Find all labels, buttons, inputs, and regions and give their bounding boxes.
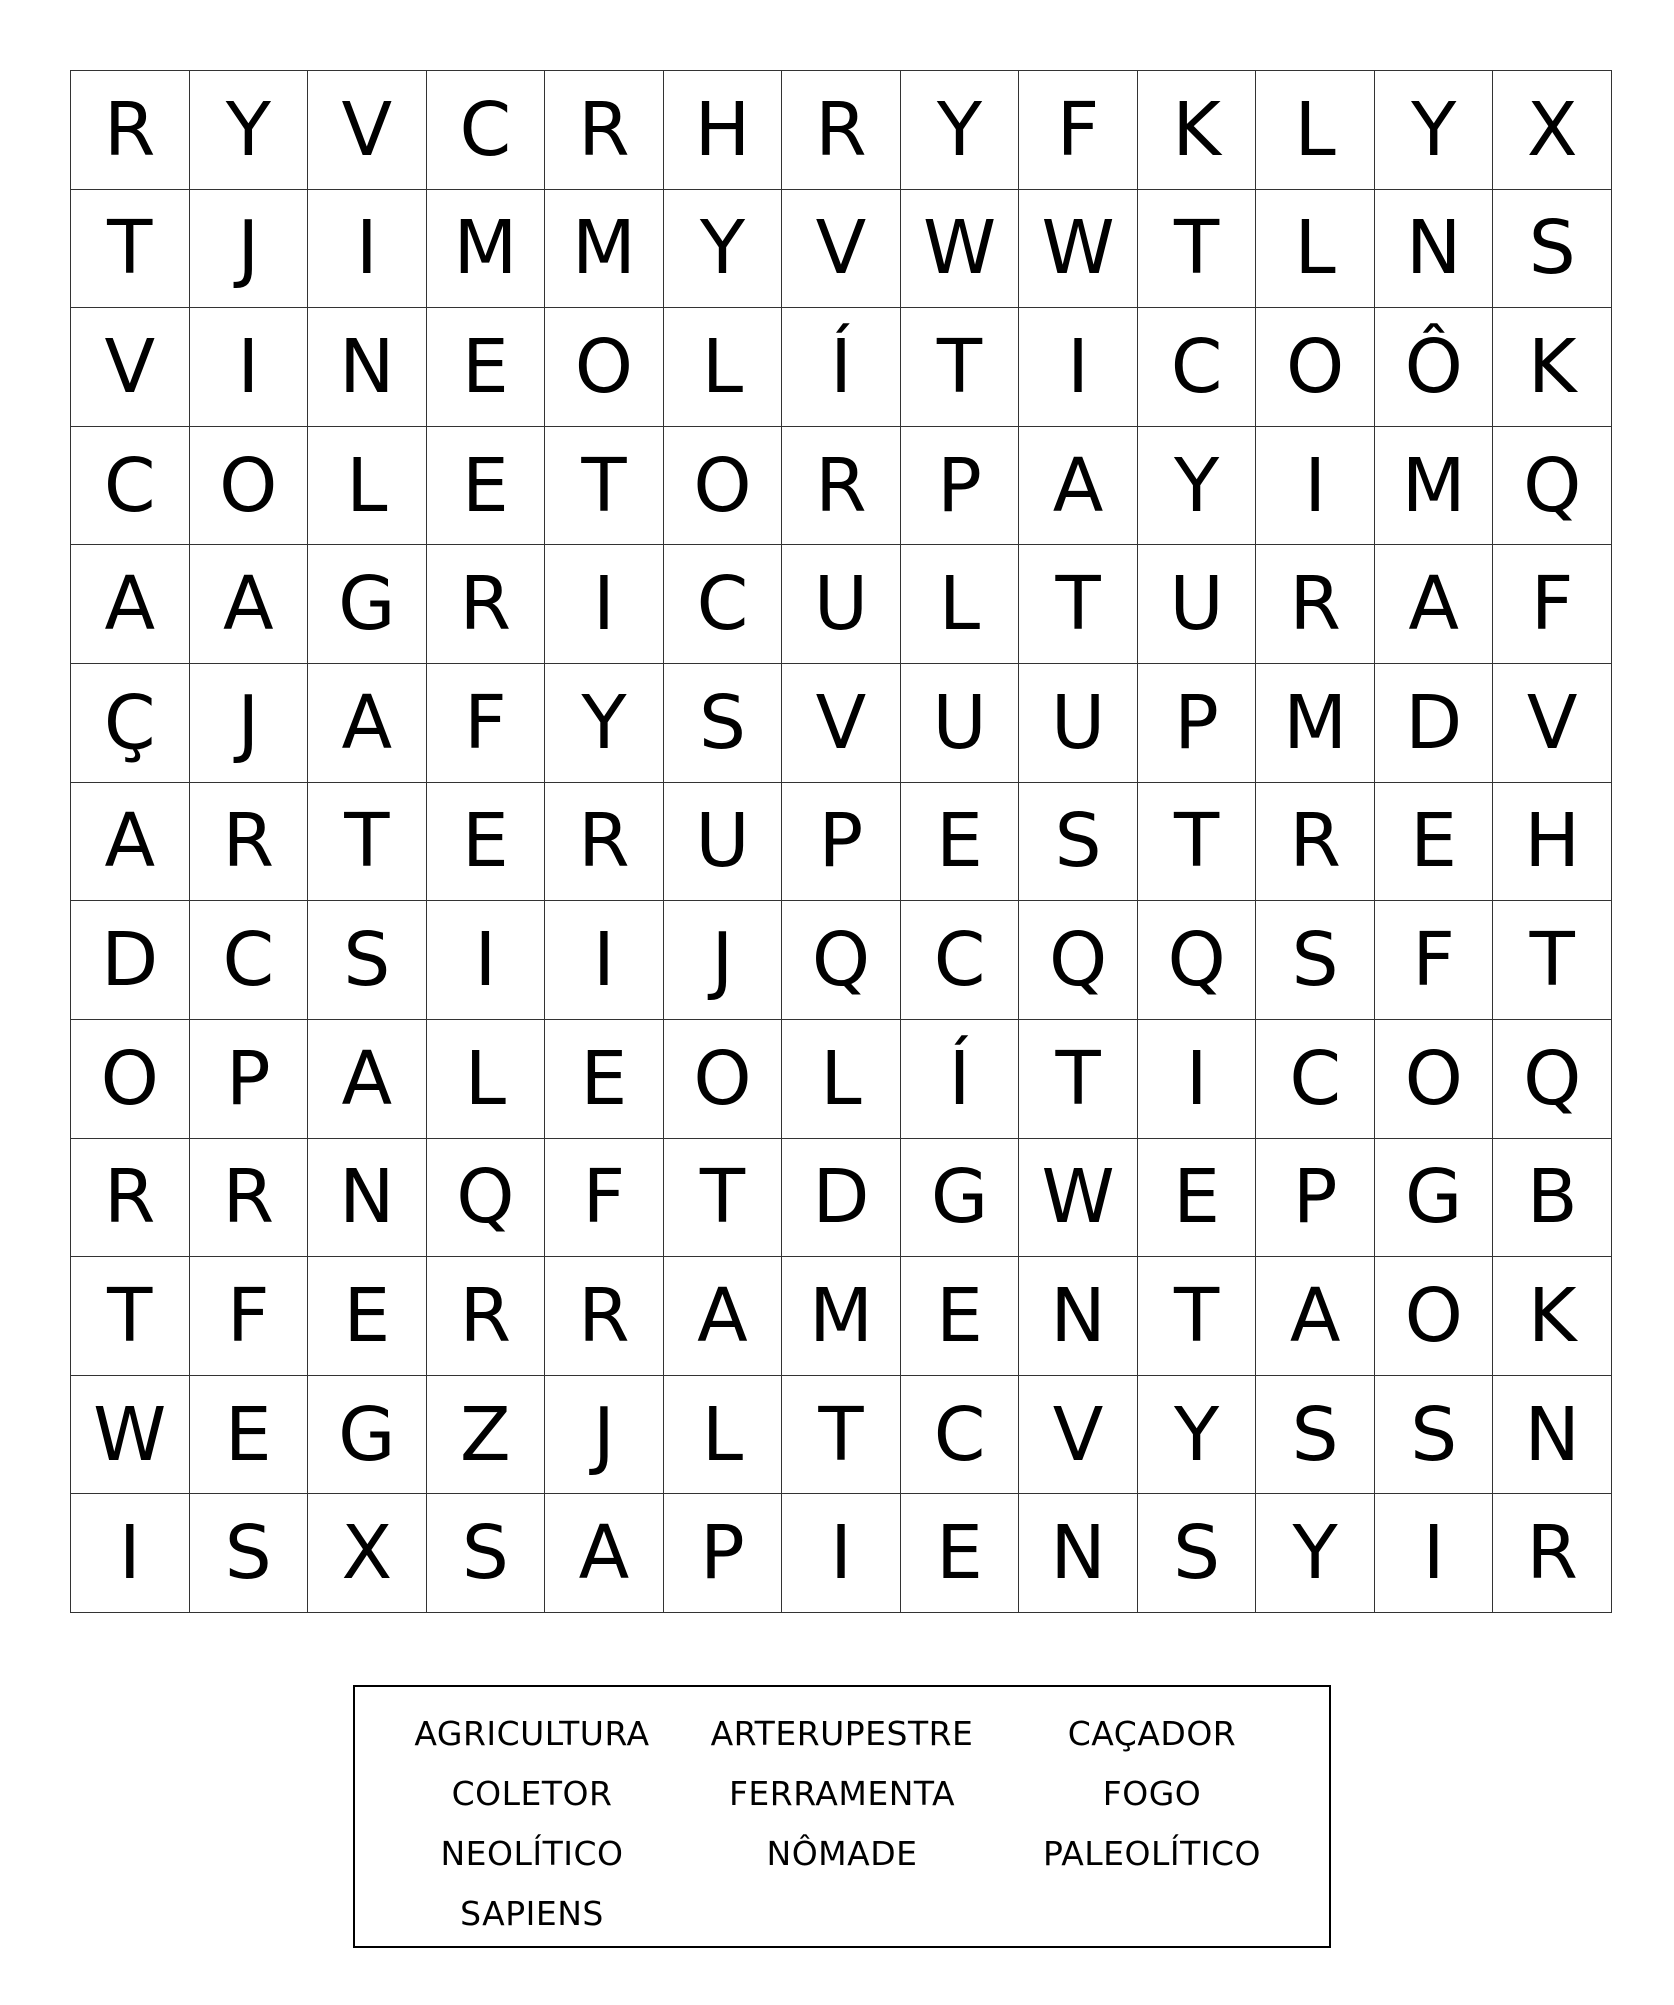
word-list-item: CAÇADOR — [1067, 1713, 1237, 1753]
grid-cell[interactable]: T — [308, 783, 427, 902]
grid-cell[interactable]: F — [427, 664, 546, 783]
grid-cell[interactable]: C — [901, 901, 1020, 1020]
grid-cell[interactable]: L — [1256, 190, 1375, 309]
grid-cell[interactable]: R — [1256, 545, 1375, 664]
grid-cell[interactable]: Q — [1019, 901, 1138, 1020]
grid-cell[interactable]: T — [664, 1139, 783, 1258]
grid-cell[interactable]: S — [1493, 190, 1612, 309]
grid-cell[interactable]: T — [782, 1376, 901, 1495]
grid-cell[interactable]: T — [1138, 783, 1257, 902]
word-list-item: NÔMADE — [766, 1833, 918, 1873]
grid-cell[interactable]: O — [1375, 1020, 1494, 1139]
grid-cell[interactable]: A — [1375, 545, 1494, 664]
grid-cell[interactable]: Í — [782, 308, 901, 427]
grid-cell[interactable]: L — [308, 427, 427, 546]
grid-cell[interactable]: S — [1375, 1376, 1494, 1495]
grid-cell[interactable]: I — [308, 190, 427, 309]
grid-cell[interactable]: I — [545, 901, 664, 1020]
grid-cell[interactable]: U — [901, 664, 1020, 783]
grid-cell[interactable]: Ç — [71, 664, 190, 783]
grid-cell[interactable]: I — [190, 308, 309, 427]
grid-cell[interactable]: S — [1138, 1494, 1257, 1613]
grid-cell[interactable]: Y — [545, 664, 664, 783]
grid-cell[interactable]: R — [782, 71, 901, 190]
grid-cell[interactable]: V — [1493, 664, 1612, 783]
grid-cell[interactable]: J — [545, 1376, 664, 1495]
grid-cell[interactable]: R — [782, 427, 901, 546]
grid-cell[interactable]: S — [664, 664, 783, 783]
grid-cell[interactable]: B — [1493, 1139, 1612, 1258]
grid-cell[interactable]: Y — [1138, 1376, 1257, 1495]
grid-cell[interactable]: Q — [1138, 901, 1257, 1020]
grid-cell[interactable]: A — [545, 1494, 664, 1613]
grid-cell[interactable]: I — [1138, 1020, 1257, 1139]
grid-cell[interactable]: A — [190, 545, 309, 664]
grid-cell[interactable]: R — [190, 1139, 309, 1258]
grid-cell[interactable]: L — [901, 545, 1020, 664]
grid-cell[interactable]: X — [308, 1494, 427, 1613]
grid-cell[interactable]: R — [427, 545, 546, 664]
grid-cell[interactable]: S — [1256, 901, 1375, 1020]
grid-cell[interactable]: J — [190, 190, 309, 309]
grid-cell[interactable]: D — [1375, 664, 1494, 783]
grid-cell[interactable]: J — [664, 901, 783, 1020]
grid-cell[interactable]: E — [901, 1494, 1020, 1613]
grid-cell[interactable]: O — [545, 308, 664, 427]
grid-cell[interactable]: A — [71, 545, 190, 664]
grid-cell[interactable]: L — [427, 1020, 546, 1139]
grid-cell[interactable]: P — [901, 427, 1020, 546]
grid-cell[interactable]: T — [71, 1257, 190, 1376]
grid-cell[interactable]: V — [782, 664, 901, 783]
letter-grid — [70, 70, 1612, 1613]
grid-cell[interactable]: T — [1019, 545, 1138, 664]
grid-cell[interactable]: F — [1019, 71, 1138, 190]
grid-cell[interactable]: S — [1256, 1376, 1375, 1495]
grid-cell[interactable]: M — [782, 1257, 901, 1376]
grid-cell[interactable]: T — [1138, 190, 1257, 309]
grid-cell[interactable]: R — [427, 1257, 546, 1376]
grid-cell[interactable]: L — [782, 1020, 901, 1139]
grid-cell[interactable]: E — [427, 308, 546, 427]
grid-cell[interactable]: J — [190, 664, 309, 783]
grid-cell[interactable]: C — [1256, 1020, 1375, 1139]
grid-cell[interactable]: A — [1256, 1257, 1375, 1376]
grid-cell[interactable]: C — [71, 427, 190, 546]
grid-cell[interactable]: Ô — [1375, 308, 1494, 427]
grid-cell[interactable]: F — [545, 1139, 664, 1258]
word-list-item: NEOLÍTICO — [440, 1833, 624, 1873]
grid-cell[interactable]: C — [664, 545, 783, 664]
grid-cell[interactable]: F — [1375, 901, 1494, 1020]
grid-cell[interactable]: Y — [1375, 71, 1494, 190]
grid-cell[interactable]: E — [190, 1376, 309, 1495]
grid-cell[interactable]: M — [1256, 664, 1375, 783]
grid-cell[interactable]: Y — [190, 71, 309, 190]
grid-cell[interactable]: P — [1256, 1139, 1375, 1258]
grid-cell[interactable]: E — [901, 783, 1020, 902]
grid-cell[interactable]: R — [71, 1139, 190, 1258]
grid-cell[interactable]: E — [427, 783, 546, 902]
grid-cell[interactable]: N — [1493, 1376, 1612, 1495]
grid-cell[interactable]: U — [782, 545, 901, 664]
grid-cell[interactable]: T — [1019, 1020, 1138, 1139]
grid-cell[interactable]: I — [545, 545, 664, 664]
grid-cell[interactable]: H — [1493, 783, 1612, 902]
grid-cell[interactable]: Y — [901, 71, 1020, 190]
grid-cell[interactable]: P — [1138, 664, 1257, 783]
grid-cell[interactable]: Q — [427, 1139, 546, 1258]
grid-cell[interactable]: L — [664, 308, 783, 427]
grid-cell[interactable]: W — [1019, 1139, 1138, 1258]
grid-cell[interactable]: R — [1256, 783, 1375, 902]
grid-cell[interactable]: U — [1138, 545, 1257, 664]
word-list — [353, 1685, 1331, 1948]
grid-cell[interactable]: I — [71, 1494, 190, 1613]
grid-cell[interactable]: V — [308, 71, 427, 190]
grid-cell[interactable]: V — [782, 190, 901, 309]
grid-cell[interactable]: C — [190, 901, 309, 1020]
word-list-item: PALEOLÍTICO — [1042, 1833, 1262, 1873]
grid-cell[interactable]: W — [71, 1376, 190, 1495]
grid-cell[interactable]: N — [308, 308, 427, 427]
grid-cell[interactable]: I — [1019, 308, 1138, 427]
grid-cell[interactable]: Q — [1493, 427, 1612, 546]
grid-cell[interactable]: N — [1375, 190, 1494, 309]
grid-cell[interactable]: K — [1138, 71, 1257, 190]
grid-cell[interactable]: C — [901, 1376, 1020, 1495]
grid-cell[interactable]: E — [545, 1020, 664, 1139]
grid-cell[interactable]: R — [545, 1257, 664, 1376]
grid-cell[interactable]: K — [1493, 1257, 1612, 1376]
grid-cell[interactable]: E — [1375, 783, 1494, 902]
grid-cell[interactable]: Y — [1256, 1494, 1375, 1613]
grid-cell[interactable]: W — [901, 190, 1020, 309]
grid-cell[interactable]: L — [664, 1376, 783, 1495]
grid-cell[interactable]: G — [308, 545, 427, 664]
grid-cell[interactable]: G — [1375, 1139, 1494, 1258]
grid-cell[interactable]: Q — [782, 901, 901, 1020]
grid-cell[interactable]: F — [190, 1257, 309, 1376]
grid-cell[interactable]: O — [1375, 1257, 1494, 1376]
grid-cell[interactable]: Z — [427, 1376, 546, 1495]
word-list-item: SAPIENS — [460, 1893, 604, 1933]
grid-cell[interactable]: T — [1138, 1257, 1257, 1376]
grid-cell[interactable]: Q — [1493, 1020, 1612, 1139]
grid-cell[interactable]: O — [71, 1020, 190, 1139]
grid-cell[interactable]: D — [782, 1139, 901, 1258]
grid-cell[interactable]: S — [190, 1494, 309, 1613]
grid-cell[interactable]: F — [1493, 545, 1612, 664]
grid-cell[interactable]: K — [1493, 308, 1612, 427]
grid-cell[interactable]: T — [71, 190, 190, 309]
grid-cell[interactable]: G — [901, 1139, 1020, 1258]
grid-cell[interactable]: R — [545, 71, 664, 190]
grid-cell[interactable]: A — [308, 1020, 427, 1139]
grid-cell[interactable]: E — [901, 1257, 1020, 1376]
grid-cell[interactable]: S — [427, 1494, 546, 1613]
grid-cell[interactable]: G — [308, 1376, 427, 1495]
grid-cell[interactable]: R — [545, 783, 664, 902]
grid-cell[interactable]: I — [782, 1494, 901, 1613]
grid-cell[interactable]: N — [1019, 1494, 1138, 1613]
grid-cell[interactable]: V — [71, 308, 190, 427]
grid-cell[interactable]: T — [901, 308, 1020, 427]
grid-cell[interactable]: Y — [1138, 427, 1257, 546]
grid-cell[interactable]: A — [308, 664, 427, 783]
grid-cell[interactable]: W — [1019, 190, 1138, 309]
word-list-item: ARTERUPESTRE — [710, 1713, 974, 1753]
grid-cell[interactable]: X — [1493, 71, 1612, 190]
grid-cell[interactable]: N — [1019, 1257, 1138, 1376]
grid-cell[interactable]: Í — [901, 1020, 1020, 1139]
word-list-item: FERRAMENTA — [728, 1773, 956, 1813]
grid-cell[interactable]: E — [1138, 1139, 1257, 1258]
grid-cell[interactable]: R — [190, 783, 309, 902]
grid-cell[interactable]: L — [1256, 71, 1375, 190]
grid-cell[interactable]: A — [71, 783, 190, 902]
grid-cell[interactable]: R — [1493, 1494, 1612, 1613]
grid-cell[interactable]: I — [1375, 1494, 1494, 1613]
grid-cell[interactable]: Y — [664, 190, 783, 309]
grid-cell[interactable]: E — [427, 427, 546, 546]
grid-cell[interactable]: O — [664, 427, 783, 546]
grid-cell[interactable]: U — [664, 783, 783, 902]
grid-cell[interactable]: P — [782, 783, 901, 902]
grid-cell[interactable]: M — [427, 190, 546, 309]
grid-cell[interactable]: P — [190, 1020, 309, 1139]
grid-cell[interactable]: I — [1256, 427, 1375, 546]
grid-cell[interactable]: S — [1019, 783, 1138, 902]
grid-cell[interactable]: M — [545, 190, 664, 309]
grid-cell[interactable]: D — [71, 901, 190, 1020]
grid-cell[interactable]: O — [190, 427, 309, 546]
grid-cell[interactable]: A — [1019, 427, 1138, 546]
grid-cell[interactable]: E — [308, 1257, 427, 1376]
grid-cell[interactable]: N — [308, 1139, 427, 1258]
grid-cell[interactable]: I — [427, 901, 546, 1020]
grid-cell[interactable]: O — [1256, 308, 1375, 427]
word-list-item: COLETOR — [451, 1773, 613, 1813]
grid-cell[interactable]: S — [308, 901, 427, 1020]
grid-cell[interactable]: H — [664, 71, 783, 190]
grid-cell[interactable]: V — [1019, 1376, 1138, 1495]
grid-cell[interactable]: T — [1493, 901, 1612, 1020]
grid-cell[interactable]: U — [1019, 664, 1138, 783]
grid-cell[interactable]: C — [427, 71, 546, 190]
grid-cell[interactable]: C — [1138, 308, 1257, 427]
grid-cell[interactable]: O — [664, 1020, 783, 1139]
grid-cell[interactable]: P — [664, 1494, 783, 1613]
grid-cell[interactable]: R — [71, 71, 190, 190]
grid-cell[interactable]: T — [545, 427, 664, 546]
grid-cell[interactable]: M — [1375, 427, 1494, 546]
word-list-item: AGRICULTURA — [414, 1713, 650, 1753]
grid-cell[interactable]: A — [664, 1257, 783, 1376]
word-list-item: FOGO — [1102, 1773, 1202, 1813]
